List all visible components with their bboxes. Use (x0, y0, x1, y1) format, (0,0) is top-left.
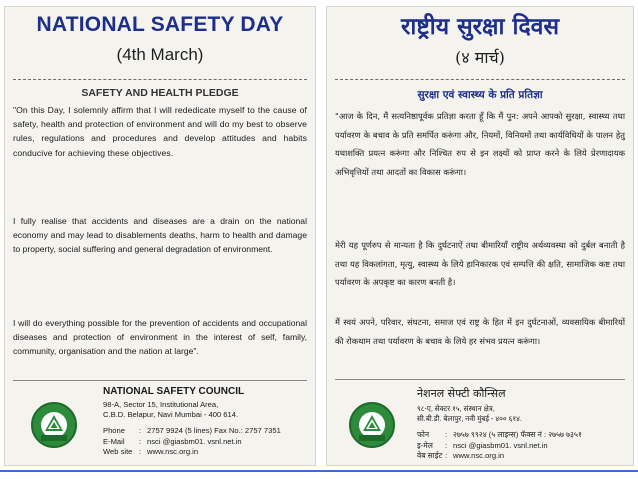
council-contact: NATIONAL SAFETY COUNCIL 98-A, Sector 15, Institutional Area, C.B.D. Belapur, Navi Mumbai - 400 614. Phone : 2757 9924 (5 lines) Fax No.: 2757 7351 E-Mail : nsci @giasbm01. vsnl.net.in Web site : www.nsc.org.in (103, 386, 313, 458)
page-title: NATIONAL SAFETY DAY (36, 13, 284, 36)
pledge-paragraph-3: I will do everything possible for the prevention of accidents and occupational diseases and protection of environment in the interest of self, family, community, organisation and the nation at large". (13, 318, 307, 357)
divider (13, 79, 307, 80)
nsc-logo (349, 402, 395, 448)
email-label: E-Mail (103, 436, 125, 446)
page-title-hindi: राष्ट्रीय सुरक्षा दिवस (400, 13, 560, 40)
divider (335, 79, 625, 80)
hindi-pledge-panel (326, 6, 634, 466)
email-value-hindi[interactable]: nsci @giasbm01. vsnl.net.in (453, 440, 548, 450)
council-name: NATIONAL SAFETY COUNCIL (103, 386, 245, 397)
pledge-heading: SAFETY AND HEALTH PLEDGE (81, 87, 239, 99)
pledge-paragraph-2: I fully realise that accidents and diseases are a drain on the national economy and may lead to disablements deaths, harm to health and damage to property, social suffering and general degradation of environment. (13, 216, 307, 255)
council-name-hindi: नेशनल सेफ्टी कौन्सिल (417, 387, 506, 400)
english-pledge-panel (4, 6, 316, 466)
web-label: Web site (103, 447, 133, 456)
divider (13, 380, 307, 381)
page-bottom-line (0, 470, 638, 472)
address-line-2-hindi: सी.बी.डी. बेलापुर, नवी मुंबई - ४०० ६१४. (417, 414, 522, 423)
phone-label: Phone (103, 426, 125, 435)
phone-label-hindi: फोन (417, 430, 430, 439)
pledge-paragraph-1: "On this Day, I solemnly affirm that I will rededicate myself to the cause of safety, health and protection of environment and will do my best to observe rules, regulations and procedures and develop attitudes and habits conducive for achieving these objectives. (13, 105, 307, 158)
council-contact-hindi: नेशनल सेफ्टी कौन्सिल ९८-ए, सेक्टर १५, संस्थान क्षेत्र, सी.बी.डी. बेलापुर, नवी मुंबई - ४०० ६१४. फोन : २७५७ ९९२४ (५ लाइन्स) फॅक्स नं : २७५७ ७३५१ इ-मेल : nsci @giasbm01. vsnl.net.in वेब साईट : www.nsc.org.in (417, 386, 629, 462)
pledge-paragraph-2-hindi: मेरी यह पूर्णरुप से मान्यता है कि दुर्घटनाऐं तथा बीमारियाँ राष्ट्रीय अर्थव्यवस्था को दुर्बल बनाती है तथा यह विकलांगता, मृत्यु, स्वास्थ्य के लिये हानिकारक एवं सम्पत्ति की क्षति, सामाजिक कष्ट तथा पर्यावरण के अपकृष्ट का कारण बनती है। (335, 240, 625, 288)
page-subtitle-hindi: (४ मार्च) (455, 48, 505, 67)
email-value[interactable]: nsci @giasbm01. vsnl.net.in (147, 436, 242, 446)
pledge-heading-hindi: सुरक्षा एवं स्वास्थ्य के प्रति प्रतिज्ञा (417, 89, 543, 101)
pledge-paragraph-3-hindi: मैं स्वयं अपने, परिवार, संघटना, समाज एवं राष्ट्र के हित में इन दुर्घटनाओं, व्यवसायिक बीमारियों की रोकथाम तथा पर्यावरण के बचाव के लिये हर संभव प्रयत्न करूंगा। (335, 317, 625, 346)
phone-value: 2757 9924 (5 lines) Fax No.: 2757 7351 (147, 426, 281, 435)
web-value[interactable]: www.nsc.org.in (147, 447, 199, 456)
address-line-2: C.B.D. Belapur, Navi Mumbai - 400 614. (103, 410, 239, 419)
divider (335, 379, 625, 380)
phone-value-hindi: २७५७ ९९२४ (५ लाइन्स) फॅक्स नं : २७५७ ७३५१ (453, 430, 582, 439)
web-label-hindi: वेब साईट (417, 451, 443, 460)
page-subtitle: (4th March) (116, 45, 204, 64)
web-value-hindi[interactable]: www.nsc.org.in (453, 451, 505, 460)
pledge-paragraph-1-hindi: "आज के दिन, मैं सत्यनिष्ठापूर्वक प्रतिज्ञा करता हूँ कि मैं पुन: अपने आपको सुरक्षा, स्वास्थ्य तथा पर्यावरण के बचाव के प्रति समर्पित करूंगा और, नियमों, विनियमों तथा कार्यविधियों के पालन हेतु यथाशक्ति प्रयत्न करूंगा और निश्चित रुप से इन लक्ष्यों को प्राप्त करने के लिये प्रेरणादायक अभिवृत्तियों तथा आदतों का विकास करूंगा। (335, 111, 625, 177)
address-line-1-hindi: ९८-ए, सेक्टर १५, संस्थान क्षेत्र, (417, 404, 495, 413)
address-line-1: 98-A, Sector 15, Institutional Area, (103, 400, 219, 409)
nsc-logo (31, 402, 77, 448)
email-label-hindi: इ-मेल (417, 440, 433, 450)
